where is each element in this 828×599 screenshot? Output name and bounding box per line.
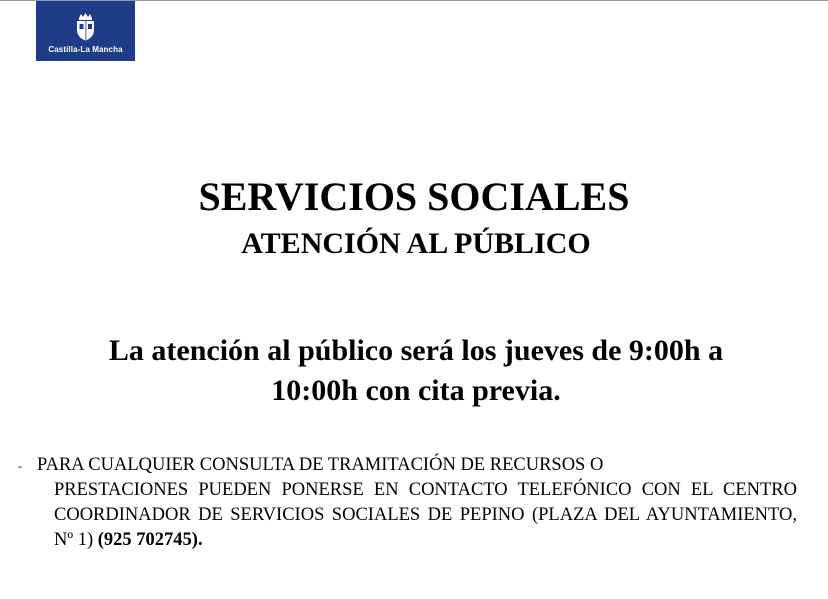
schedule-line-2: 10:00h con cita previa. bbox=[271, 374, 561, 407]
coat-of-arms-icon bbox=[75, 13, 96, 41]
contact-info bbox=[37, 453, 797, 553]
schedule-text bbox=[40, 331, 792, 411]
page-title: SERVICIOS SOCIALES bbox=[198, 174, 630, 219]
schedule-line-1: La atención al público será los jueves de 9:00h a bbox=[108, 334, 724, 367]
phone-number: (925 702745). bbox=[97, 530, 203, 550]
contact-info-line-1: PARA CUALQUIER CONSULTA DE TRAMITACIÓN DE RECURSOS O bbox=[37, 455, 604, 475]
contact-info-continuation bbox=[37, 478, 797, 553]
contact-info-body: PRESTACIONES PUEDEN PONERSE EN CONTACTO TELEFÓNICO CON EL CENTRO COORDINADOR DE SERVICIOS SOCIALES DE PEPINO (PLAZA DEL AYUNTAMIENTO, Nº 1) bbox=[54, 480, 797, 550]
page-subtitle: ATENCIÓN AL PÚBLICO bbox=[241, 227, 591, 260]
logo-text: Castilla-La Mancha bbox=[48, 45, 123, 54]
bullet-marker: - bbox=[18, 459, 22, 473]
castilla-la-mancha-logo bbox=[36, 1, 135, 61]
